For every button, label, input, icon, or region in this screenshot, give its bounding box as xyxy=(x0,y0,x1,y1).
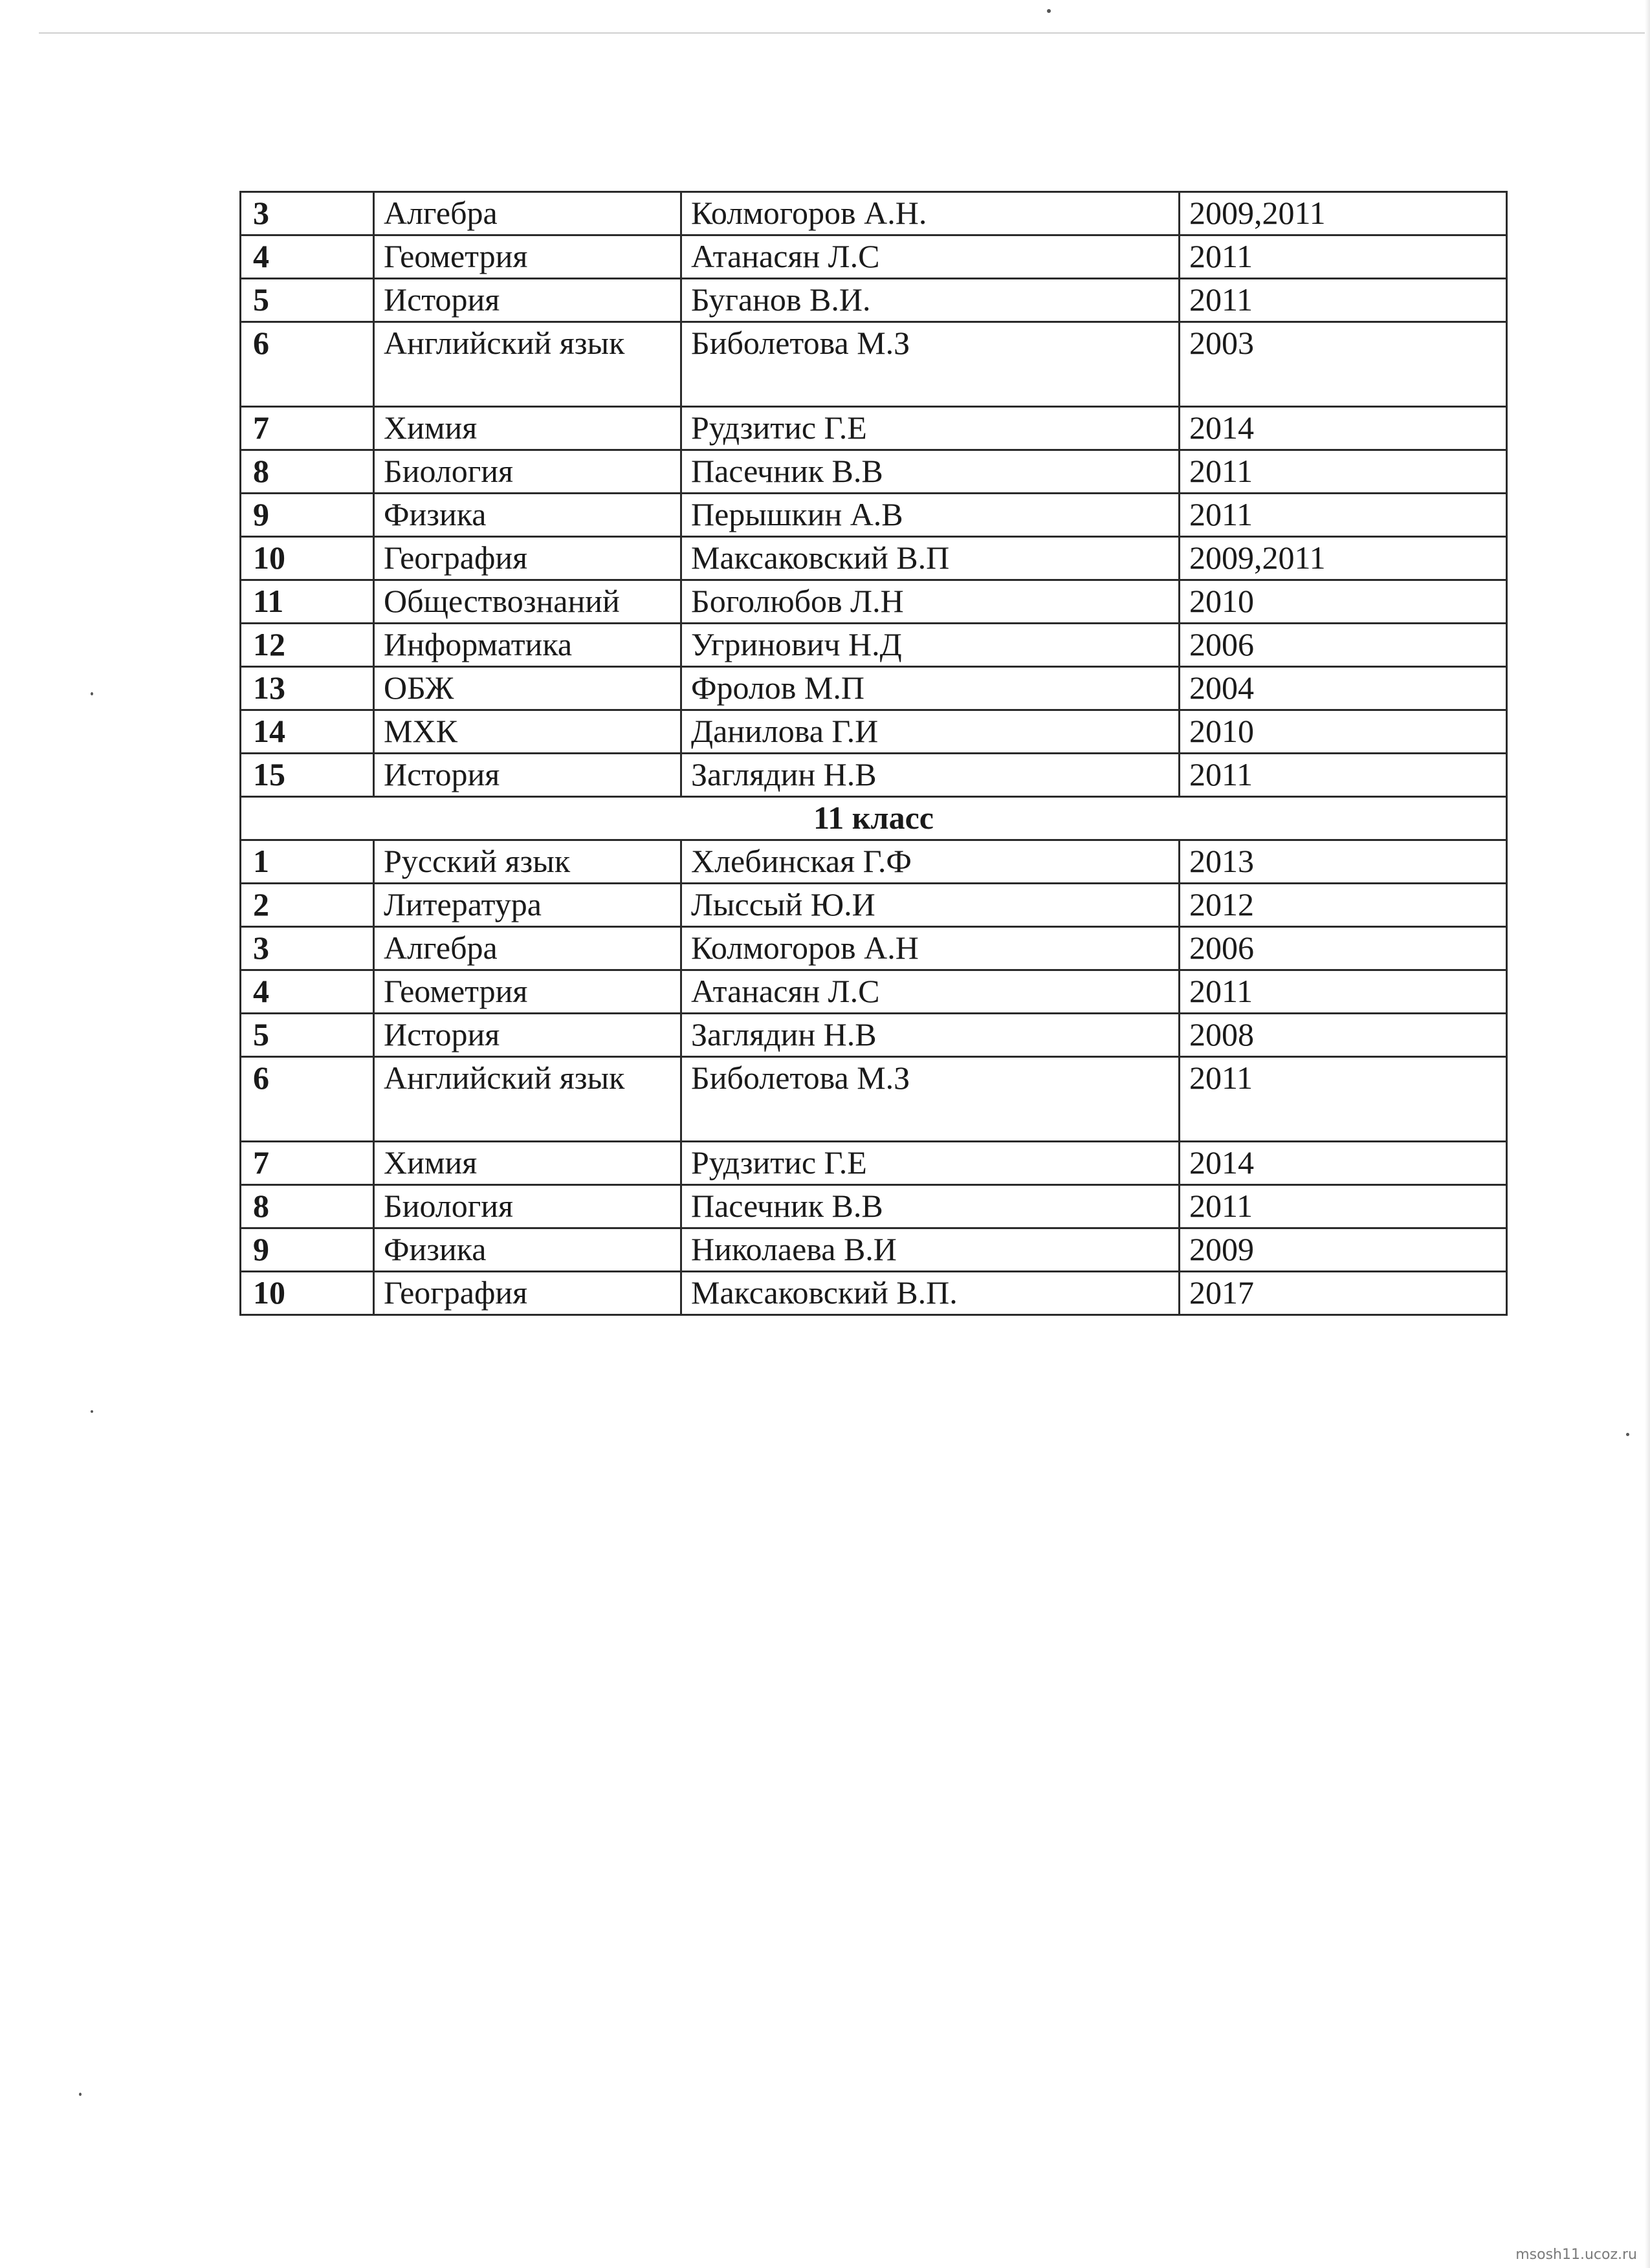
author-cell: Перышкин А.В xyxy=(681,494,1180,537)
table-row xyxy=(241,537,1507,580)
table-row xyxy=(241,1057,1507,1142)
author-cell: Фролов М.П xyxy=(681,667,1180,710)
author-cell: Пасечник В.В xyxy=(681,1185,1180,1228)
row-number-cell: 9 xyxy=(241,494,374,537)
scan-speck xyxy=(91,1410,93,1413)
author-cell: Заглядин Н.В xyxy=(681,754,1180,797)
row-number-cell: 8 xyxy=(241,1185,374,1228)
subject-cell: Физика xyxy=(374,1228,681,1272)
subject-cell: Обществознаний xyxy=(374,580,681,624)
row-number-cell: 7 xyxy=(241,407,374,450)
year-cell: 2014 xyxy=(1180,1142,1507,1185)
author-cell: Колмогоров А.Н xyxy=(681,927,1180,970)
year-cell: 2008 xyxy=(1180,1014,1507,1057)
author-cell: Максаковский В.П xyxy=(681,537,1180,580)
author-cell: Данилова Г.И xyxy=(681,710,1180,754)
subject-cell: История xyxy=(374,1014,681,1057)
table-row xyxy=(241,840,1507,884)
row-number-cell: 4 xyxy=(241,235,374,279)
author-cell: Пасечник В.В xyxy=(681,450,1180,494)
table-row xyxy=(241,970,1507,1014)
table-row xyxy=(241,450,1507,494)
row-number-cell: 10 xyxy=(241,1272,374,1315)
table-row xyxy=(241,667,1507,710)
section-header-row xyxy=(241,797,1507,840)
table-row xyxy=(241,580,1507,624)
table-row xyxy=(241,407,1507,450)
year-cell: 2006 xyxy=(1180,927,1507,970)
year-cell: 2011 xyxy=(1180,1185,1507,1228)
author-cell: Биболетова М.З xyxy=(681,322,1180,407)
table-body-bottom xyxy=(241,840,1507,1315)
table-row xyxy=(241,192,1507,235)
row-number-cell: 1 xyxy=(241,840,374,884)
table-row xyxy=(241,710,1507,754)
subject-cell: Литература xyxy=(374,884,681,927)
author-cell: Максаковский В.П. xyxy=(681,1272,1180,1315)
row-number-cell: 4 xyxy=(241,970,374,1014)
subject-cell: Биология xyxy=(374,450,681,494)
table-row xyxy=(241,754,1507,797)
author-cell: Заглядин Н.В xyxy=(681,1014,1180,1057)
author-cell: Атанасян Л.С xyxy=(681,970,1180,1014)
row-number-cell: 14 xyxy=(241,710,374,754)
table-body-top xyxy=(241,192,1507,797)
author-cell: Колмогоров А.Н. xyxy=(681,192,1180,235)
subject-cell: География xyxy=(374,537,681,580)
row-number-cell: 2 xyxy=(241,884,374,927)
row-number-cell: 9 xyxy=(241,1228,374,1272)
year-cell: 2017 xyxy=(1180,1272,1507,1315)
subject-cell: Биология xyxy=(374,1185,681,1228)
row-number-cell: 8 xyxy=(241,450,374,494)
table-row xyxy=(241,1142,1507,1185)
row-number-cell: 3 xyxy=(241,192,374,235)
year-cell: 2011 xyxy=(1180,1057,1507,1142)
author-cell: Биболетова М.З xyxy=(681,1057,1180,1142)
row-number-cell: 5 xyxy=(241,279,374,322)
scan-speck xyxy=(1047,9,1051,13)
author-cell: Боголюбов Л.Н xyxy=(681,580,1180,624)
scan-speck xyxy=(79,2093,82,2096)
author-cell: Хлебинская Г.Ф xyxy=(681,840,1180,884)
table-row xyxy=(241,235,1507,279)
subject-cell: Информатика xyxy=(374,624,681,667)
table-row xyxy=(241,1014,1507,1057)
subject-cell: МХК xyxy=(374,710,681,754)
table-row xyxy=(241,1228,1507,1272)
author-cell: Рудзитис Г.Е xyxy=(681,1142,1180,1185)
textbook-table xyxy=(239,191,1508,1316)
subject-cell: Химия xyxy=(374,1142,681,1185)
subject-cell: История xyxy=(374,754,681,797)
author-cell: Угринович Н.Д xyxy=(681,624,1180,667)
table-row xyxy=(241,624,1507,667)
table-row xyxy=(241,927,1507,970)
row-number-cell: 12 xyxy=(241,624,374,667)
year-cell: 2011 xyxy=(1180,450,1507,494)
row-number-cell: 13 xyxy=(241,667,374,710)
scan-top-edge xyxy=(39,32,1650,34)
year-cell: 2011 xyxy=(1180,494,1507,537)
table-row xyxy=(241,494,1507,537)
year-cell: 2011 xyxy=(1180,235,1507,279)
subject-cell: Физика xyxy=(374,494,681,537)
subject-cell: Геометрия xyxy=(374,235,681,279)
author-cell: Буганов В.И. xyxy=(681,279,1180,322)
subject-cell: Геометрия xyxy=(374,970,681,1014)
table-row xyxy=(241,279,1507,322)
year-cell: 2009,2011 xyxy=(1180,192,1507,235)
row-number-cell: 3 xyxy=(241,927,374,970)
section-title-11-class: 11 класс xyxy=(241,797,1507,840)
year-cell: 2003 xyxy=(1180,322,1507,407)
subject-cell: Алгебра xyxy=(374,192,681,235)
site-watermark: msosh11.ucoz.ru xyxy=(1515,2247,1637,2263)
year-cell: 2014 xyxy=(1180,407,1507,450)
year-cell: 2009 xyxy=(1180,1228,1507,1272)
row-number-cell: 7 xyxy=(241,1142,374,1185)
subject-cell: Английский язык xyxy=(374,322,681,407)
year-cell: 2011 xyxy=(1180,279,1507,322)
subject-cell: История xyxy=(374,279,681,322)
scan-speck xyxy=(1626,1433,1629,1436)
row-number-cell: 6 xyxy=(241,1057,374,1142)
year-cell: 2012 xyxy=(1180,884,1507,927)
year-cell: 2013 xyxy=(1180,840,1507,884)
subject-cell: Русский язык xyxy=(374,840,681,884)
subject-cell: География xyxy=(374,1272,681,1315)
row-number-cell: 5 xyxy=(241,1014,374,1057)
row-number-cell: 15 xyxy=(241,754,374,797)
year-cell: 2010 xyxy=(1180,710,1507,754)
subject-cell: ОБЖ xyxy=(374,667,681,710)
author-cell: Атанасян Л.С xyxy=(681,235,1180,279)
author-cell: Николаева В.И xyxy=(681,1228,1180,1272)
row-number-cell: 11 xyxy=(241,580,374,624)
subject-cell: Английский язык xyxy=(374,1057,681,1142)
year-cell: 2004 xyxy=(1180,667,1507,710)
table-row xyxy=(241,1272,1507,1315)
scan-right-edge xyxy=(1645,0,1650,2268)
section-header-body xyxy=(241,797,1507,840)
subject-cell: Алгебра xyxy=(374,927,681,970)
row-number-cell: 6 xyxy=(241,322,374,407)
year-cell: 2010 xyxy=(1180,580,1507,624)
author-cell: Лыссый Ю.И xyxy=(681,884,1180,927)
table-row xyxy=(241,322,1507,407)
year-cell: 2006 xyxy=(1180,624,1507,667)
table-row xyxy=(241,1185,1507,1228)
year-cell: 2011 xyxy=(1180,970,1507,1014)
row-number-cell: 10 xyxy=(241,537,374,580)
year-cell: 2011 xyxy=(1180,754,1507,797)
table-row xyxy=(241,884,1507,927)
scan-speck xyxy=(91,692,93,695)
author-cell: Рудзитис Г.Е xyxy=(681,407,1180,450)
year-cell: 2009,2011 xyxy=(1180,537,1507,580)
subject-cell: Химия xyxy=(374,407,681,450)
